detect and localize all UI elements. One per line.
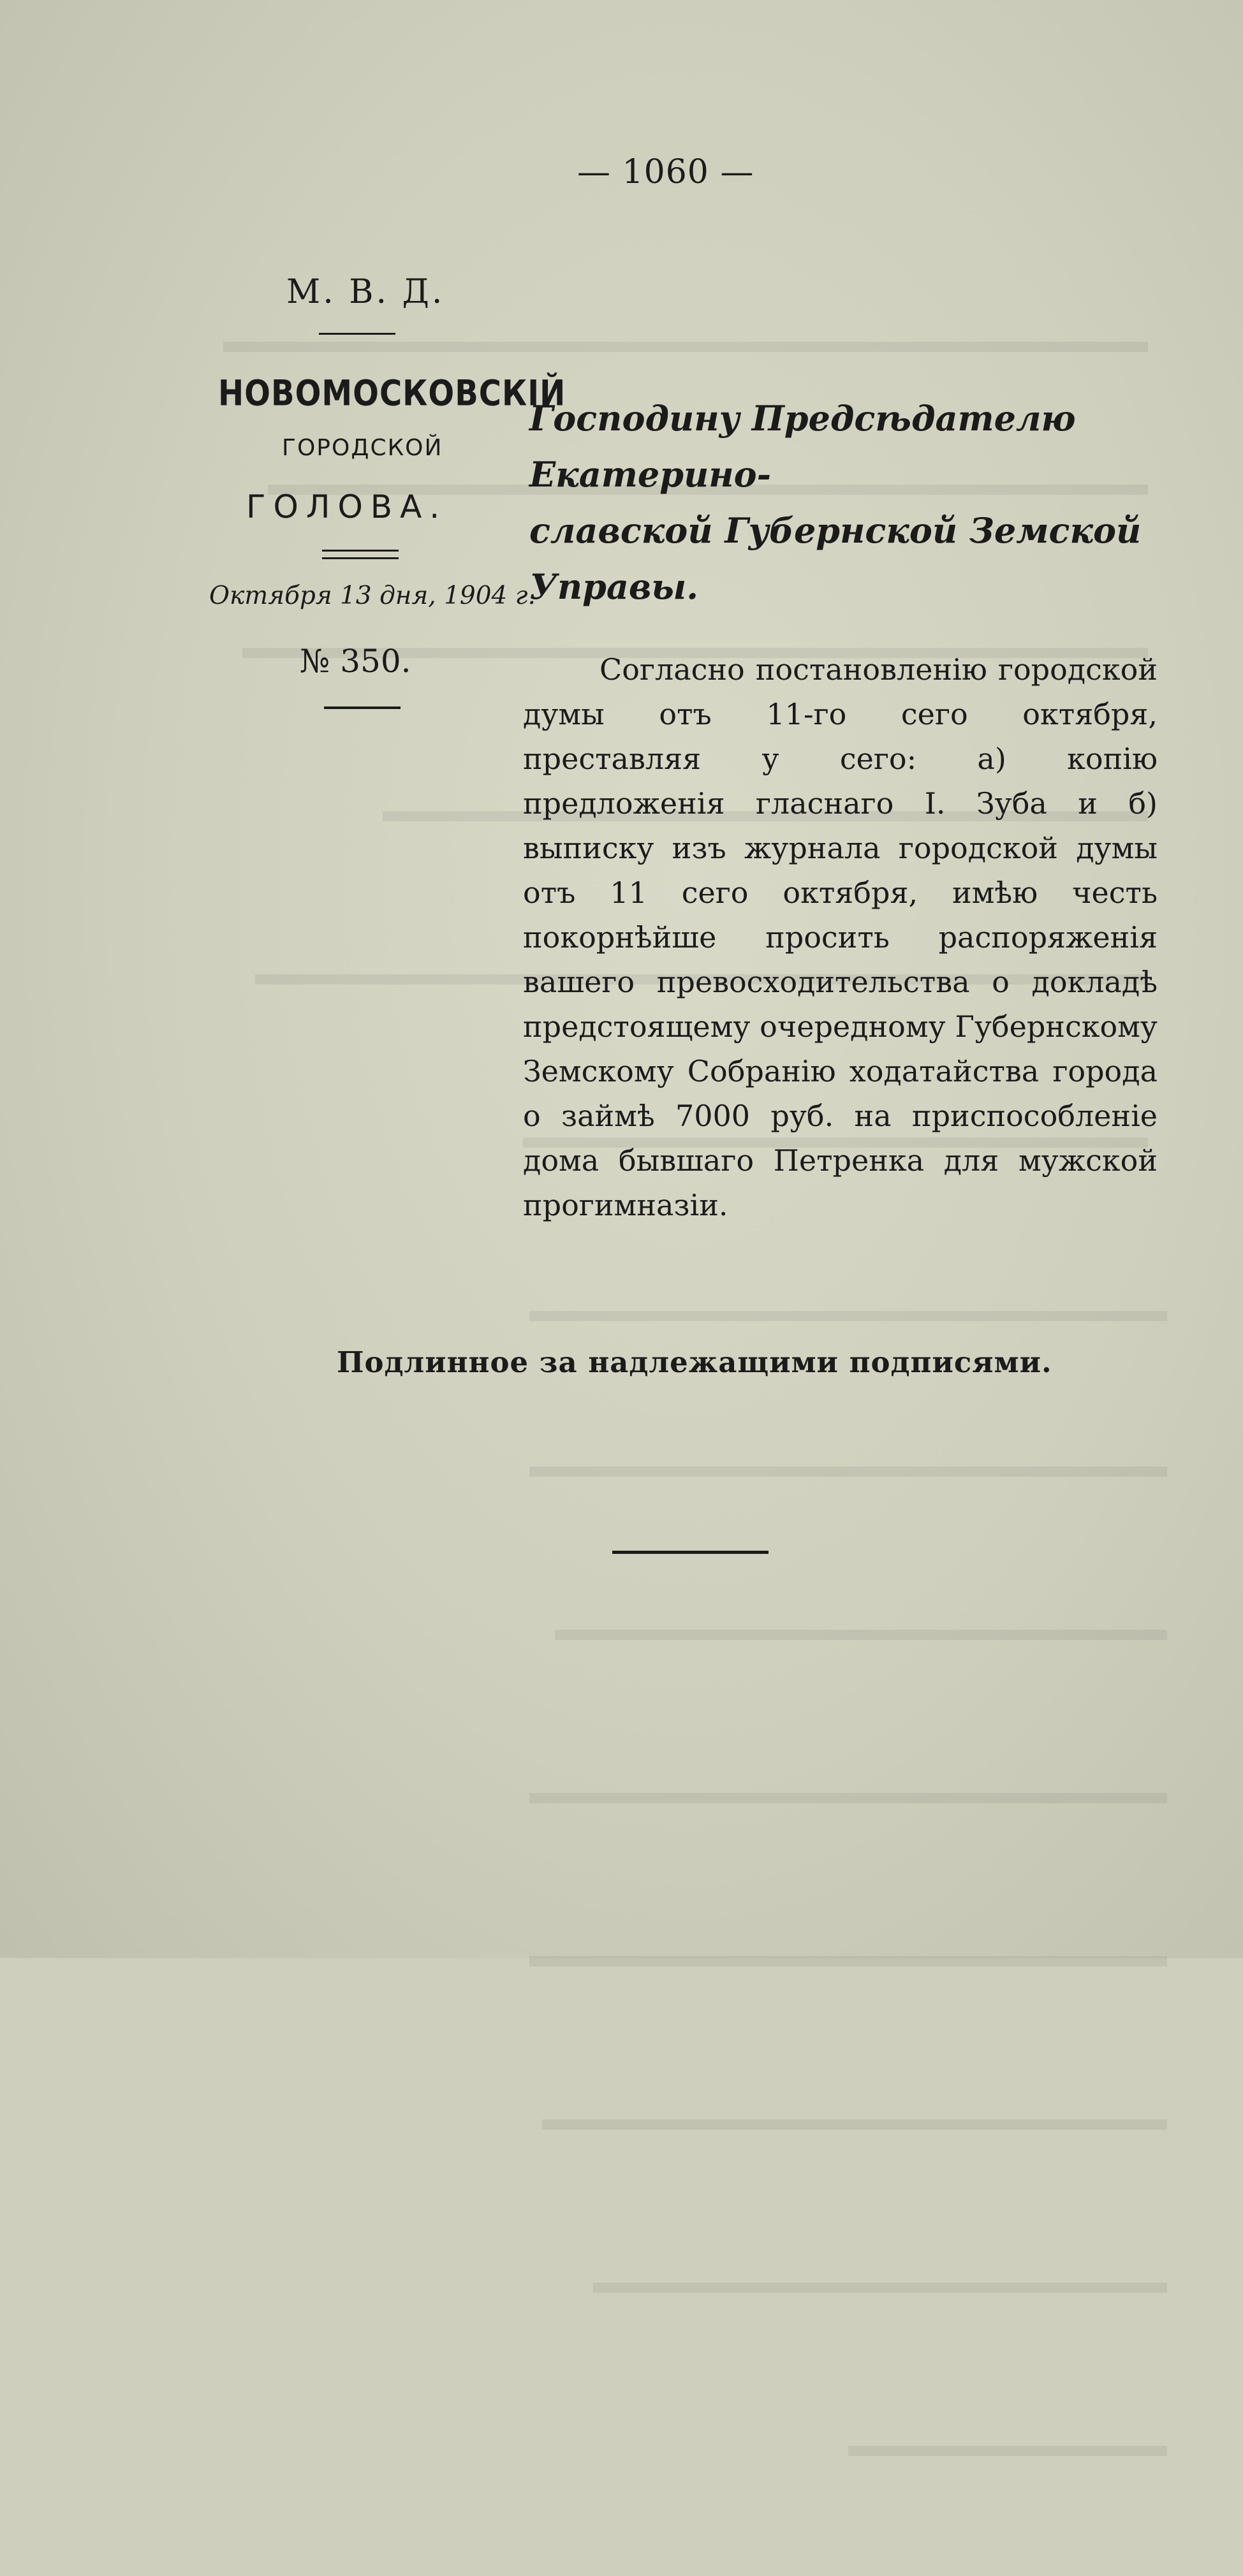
double-rule-bottom (322, 557, 399, 559)
addressee (529, 390, 1167, 615)
closing-rule (612, 1551, 769, 1554)
bleed-through-texture-lower (497, 1199, 1167, 1773)
document-date: Октября 13 дня, 1904 г. (209, 582, 536, 610)
page-number: — 1060 — (577, 153, 754, 191)
double-rule-top (322, 550, 399, 552)
document-number: № 350. (300, 643, 411, 680)
addressee-line-2: славской Губернской Земской Управы. (529, 510, 1142, 607)
addressee-line-1: Господину Предсѣдателю Екатерино- (529, 398, 1076, 495)
official-title: ГОЛОВА. (246, 488, 448, 525)
divider-rule-lower (324, 706, 401, 709)
letter-body: Согласно постановленію городской думы отъ 11-го сего октября, преставляя у сего: а) копію предложенія гласнаго І. Зуба и б) выписку изъ журнала городской думы отъ 11 сего октября, имѣю честь покорнѣйше просить распоряженія вашего превосходительства о докладѣ предстоящему очередному Губернскому Земскому Собранію ходатайства города о займѣ 7000 руб. на приспособленіе дома бывшаго Петренка для мужской прогимназіи. (523, 652, 1158, 1222)
ministry-abbreviation: М. В. Д. (286, 273, 445, 311)
divider-rule (319, 333, 395, 335)
authenticity-note: Подлинное за надлежащими подписями. (337, 1345, 1052, 1379)
city-name: НОВОМОСКОВСКІЙ (218, 373, 566, 414)
city-type: ГОРОДСКОЙ (282, 435, 443, 461)
